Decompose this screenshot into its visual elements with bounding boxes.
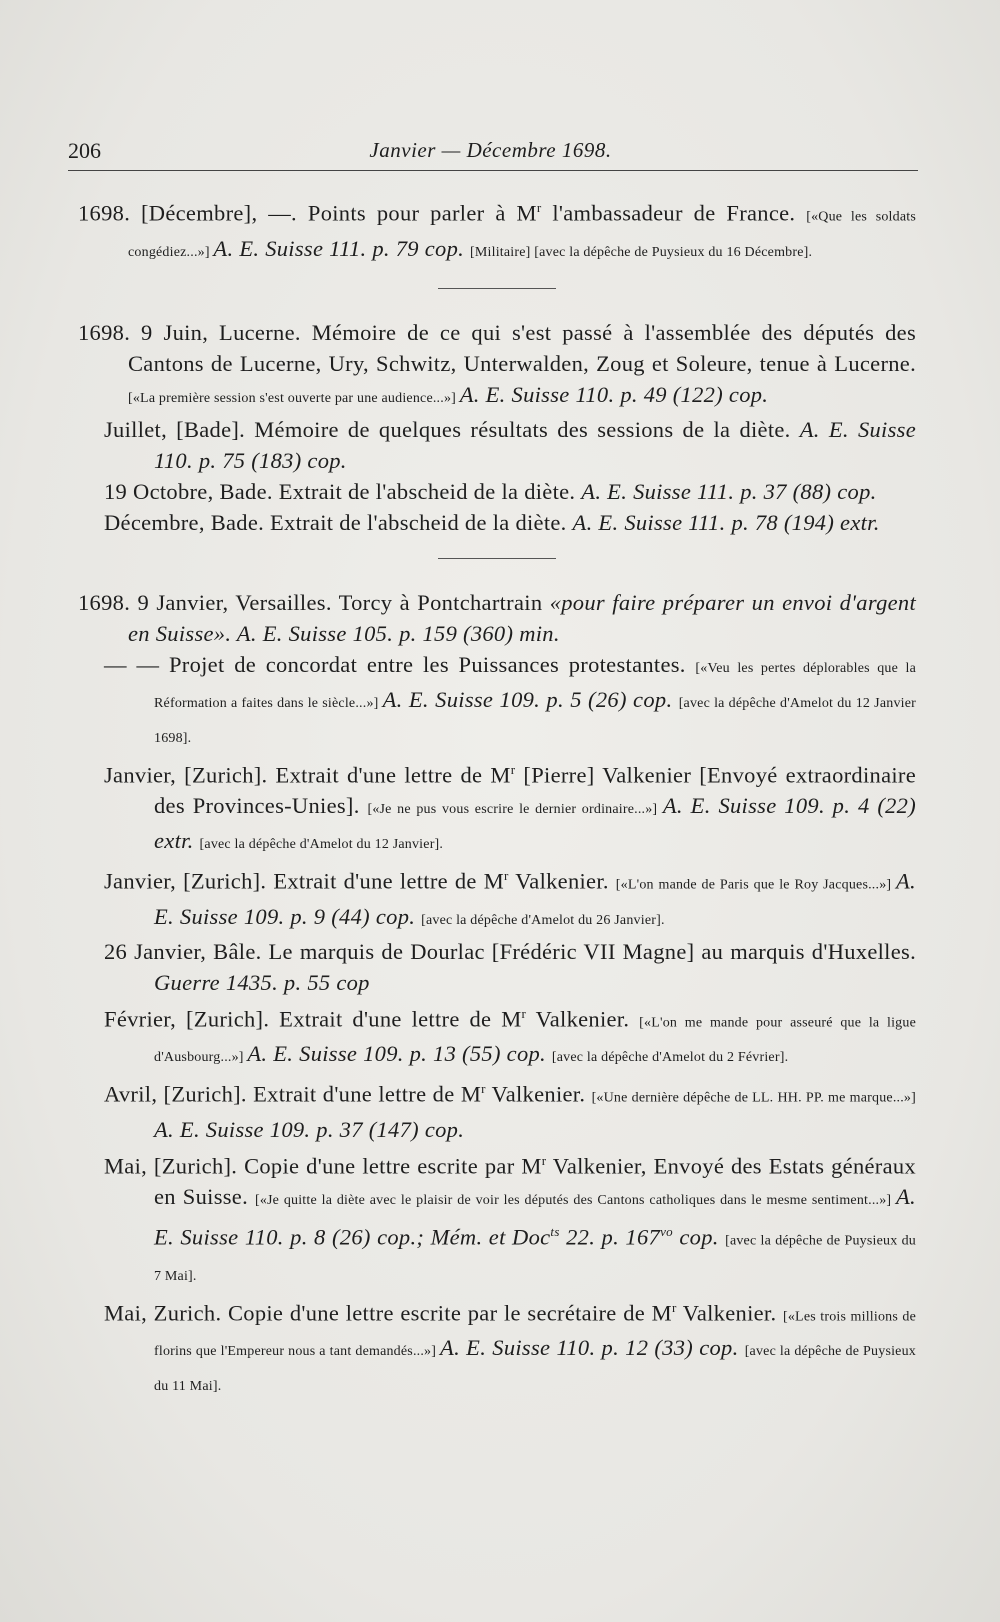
source-reference: A. E. Suisse 111. p. 79 cop. — [213, 235, 471, 261]
archival-note: [avec la dépêche de Puysieux du 7 Mai]. — [154, 1233, 916, 1284]
superscript: r — [481, 1081, 486, 1096]
entry — [78, 587, 916, 649]
entry — [78, 192, 916, 268]
archival-note: [«Je quitte la diète avec le plaisir de voir les députés des Cantons catholiques dans le mesme sentiment...»] — [254, 1193, 897, 1208]
source-reference: A. E. Suisse 110. p. 75 (183) cop. — [154, 416, 916, 473]
entry-text: Valkenier. — [676, 1300, 783, 1325]
sub-entry — [78, 507, 916, 538]
entry-text: 1698. 9 Janvier, Versailles. Torcy à Pontchartrain — [78, 589, 550, 615]
sub-entry — [78, 476, 916, 507]
section — [78, 317, 916, 538]
archival-note: [«L'on mande de Paris que le Roy Jacques...»] — [615, 877, 897, 893]
source-reference: A. E. Suisse 109. p. 37 (147) cop. — [154, 1116, 465, 1142]
entry-text: l'ambassadeur de France. — [541, 200, 807, 226]
document-body — [78, 192, 916, 1402]
sub-entry — [78, 414, 916, 476]
archival-note: [«Les trois millions de florins que l'Empereur nous a tant demandés...»] — [154, 1309, 917, 1359]
archival-note: [avec la dépêche de Puysieux du 11 Mai]. — [154, 1344, 916, 1394]
entry-text: Valkenier. — [526, 1006, 640, 1031]
archival-note: [«La première session s'est ouverte par une audience...»] — [128, 390, 460, 406]
entry-text: Mai, [Zurich]. Copie d'une lettre escrite par M — [104, 1153, 542, 1178]
archival-note: [avec la dépêche d'Amelot du 12 Janvier]. — [199, 837, 444, 852]
entry-text: Mai, Zurich. Copie d'une lettre escrite par le secrétaire de M — [104, 1300, 672, 1325]
archival-note: [Militaire] [avec la dépêche de Puysieux du 16 Décembre]. — [470, 244, 813, 260]
source-reference: A. E. Suisse 110. p. 12 (33) cop. — [440, 1335, 745, 1360]
entry-text: Valkenier, Envoyé des Estats généraux en Suisse. — [154, 1153, 916, 1209]
entry-text: — — Projet de concordat entre les Puissances protestantes. — [104, 651, 696, 677]
section — [78, 192, 916, 268]
entry-text: 19 Octobre, Bade. Extrait de l'abscheid de la diète. — [104, 478, 582, 504]
entry-text: [Pierre] Valkenier [Envoyé extraordinaire des Provinces-Unies]. — [154, 762, 916, 818]
superscript: r — [671, 1299, 677, 1315]
source-reference: Guerre 1435. p. 55 cop — [154, 969, 370, 995]
source-reference: A. E. Suisse 110. p. 8 (26) cop.; Mém. et Doc — [154, 1184, 916, 1250]
entry-text: Juillet, [Bade]. Mémoire de quelques résultats des sessions de la diète. — [104, 416, 800, 442]
entry-text: Avril, [Zurich]. Extrait d'une lettre de M — [104, 1081, 482, 1107]
entry-text: Février, [Zurich]. Extrait d'une lettre de M — [104, 1006, 522, 1031]
archival-note: [avec la dépêche d'Amelot du 26 Janvier]. — [421, 912, 665, 928]
superscript: r — [504, 868, 509, 883]
superscript: r — [536, 200, 542, 215]
source-reference: A. E. Suisse 110. p. 49 (122) cop. — [459, 381, 769, 407]
archival-note: [«Que les soldats congédiez...»] — [128, 209, 916, 260]
section-separator — [438, 288, 556, 289]
entry-text: Janvier, [Zurich]. Extrait d'une lettre de M — [104, 762, 511, 787]
entry — [78, 317, 916, 414]
source-reference: ts — [550, 1224, 560, 1239]
source-reference: A. E. Suisse 109. p. 13 (55) cop. — [247, 1041, 552, 1066]
superscript: r — [521, 1005, 527, 1021]
archival-note: [avec la dépêche d'Amelot du 2 Février]. — [551, 1050, 789, 1065]
sub-entry — [78, 860, 916, 936]
source-reference: 22. p. 167 — [559, 1224, 661, 1250]
entry-text: 26 Janvier, Bâle. Le marquis de Dourlac [Frédéric VII Magne] au marquis d'Huxelles. — [104, 938, 916, 964]
source-reference: vo — [660, 1224, 673, 1239]
entry-text: Janvier, [Zurich]. Extrait d'une lettre de M — [104, 868, 505, 894]
superscript: r — [510, 761, 516, 777]
source-reference: cop. — [672, 1224, 726, 1250]
sub-entry — [78, 754, 916, 861]
page-number: 206 — [68, 138, 101, 163]
archival-note: [«L'on me mande pour asseuré que la ligue d'Ausbourg...»] — [154, 1015, 916, 1065]
source-reference: A. E. Suisse 111. p. 37 (88) cop. — [581, 478, 877, 504]
sub-entry — [78, 649, 916, 754]
sub-entry — [78, 1292, 916, 1403]
running-title: Janvier — Décembre 1698. — [369, 138, 612, 162]
sub-entry — [78, 936, 916, 998]
entry-text: Valkenier. — [508, 868, 616, 894]
entry-text: Décembre, Bade. Extrait de l'abscheid de la diète. — [104, 509, 573, 535]
sub-entry — [78, 998, 916, 1074]
entry-text: Valkenier. — [485, 1081, 592, 1107]
source-reference: A. E. Suisse 109. p. 4 (22) extr. — [154, 793, 916, 853]
superscript: r — [541, 1152, 547, 1168]
archival-note: [avec la dépêche d'Amelot du 12 Janvier 1698]. — [154, 695, 917, 746]
source-reference: A. E. Suisse 111. p. 78 (194) extr. — [572, 509, 880, 535]
source-reference: A. E. Suisse 109. p. 9 (44) cop. — [154, 868, 916, 929]
archival-note: [«Une dernière dépêche de LL. HH. PP. me marque...»] — [591, 1090, 916, 1106]
archival-note: [«Je ne pus vous escrire le dernier ordinaire...»] — [367, 802, 663, 817]
header-rule — [68, 170, 918, 171]
section-separator — [438, 558, 556, 559]
sub-entry — [78, 1145, 916, 1292]
sub-entry — [78, 1073, 916, 1145]
source-reference: A. E. Suisse 109. p. 5 (26) cop. — [382, 686, 679, 712]
entry-text: 1698. [Décembre], —. Points pour parler à M — [78, 200, 537, 226]
section — [78, 587, 916, 1403]
entry-text: 1698. 9 Juin, Lucerne. Mémoire de ce qui s'est passé à l'assemblée des députés des Cantons de Lucerne, Ury, Schwitz, Unterwalden, Zoug et Soleure, tenue à Lucerne. — [78, 319, 916, 376]
archival-note: [«Veu les pertes déplorables que la Réformation a faites dans le siècle...»] — [154, 660, 916, 711]
page-header — [68, 132, 913, 168]
source-reference: «pour faire préparer un envoi d'argent en Suisse». A. E. Suisse 105. p. 159 (360) min. — [128, 589, 917, 646]
